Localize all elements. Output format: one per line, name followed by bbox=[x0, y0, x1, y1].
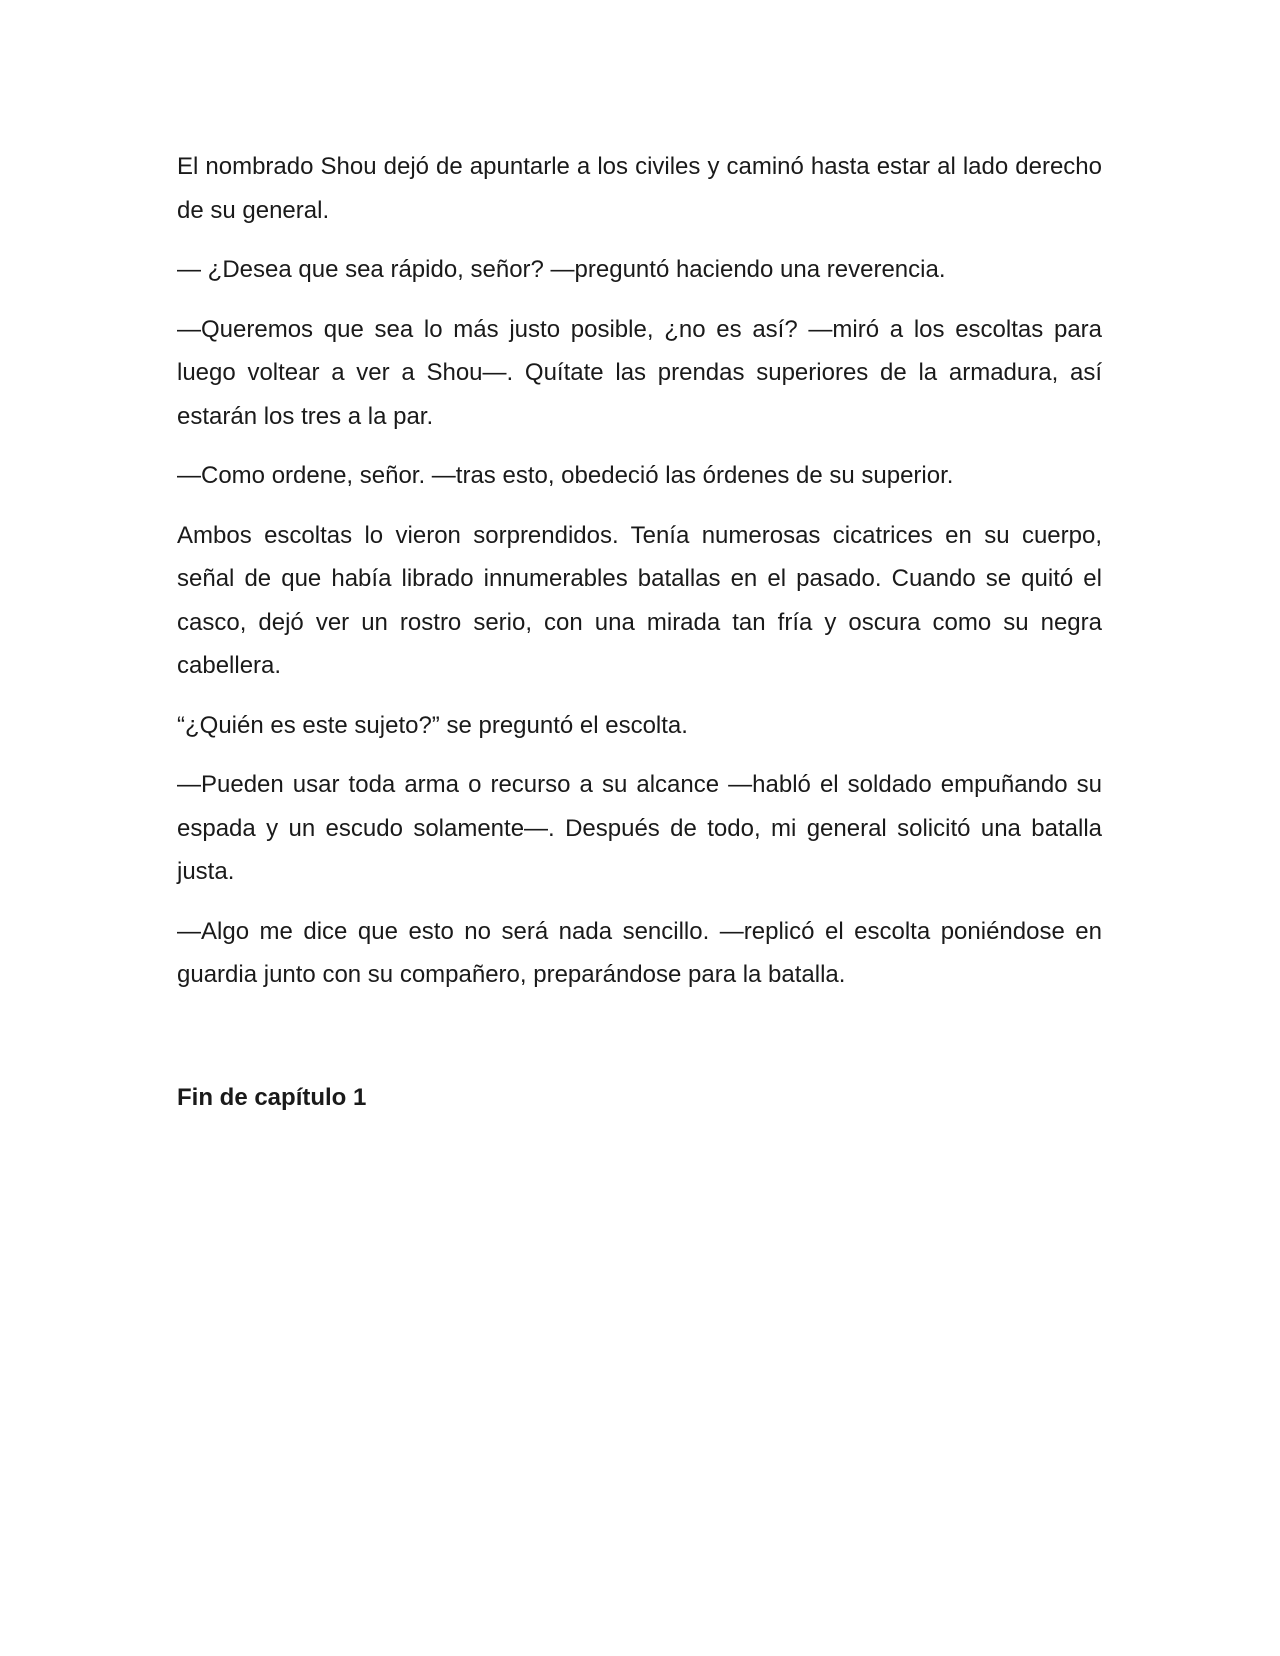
paragraph-5: Ambos escoltas lo vieron sorprendidos. Tenía numerosas cicatrices en su cuerpo, señal de que había librado innumerables batallas en el pasado. Cuando se quitó el casco, dejó ver un rostro serio, con una mirada tan fría y oscura como su negra cabellera. bbox=[177, 521, 1102, 679]
paragraph-4: —Como ordene, señor. —tras esto, obedeció las órdenes de su superior. bbox=[177, 462, 954, 489]
paragraph-2: — ¿Desea que sea rápido, señor? —preguntó haciendo una reverencia. bbox=[177, 256, 946, 283]
paragraph-3: —Queremos que sea lo más justo posible, ¿no es así? —miró a los escoltas para luego voltear a ver a Shou—. Quítate las prendas superiores de la armadura, así estarán los tres a la par. bbox=[177, 315, 1102, 430]
paragraph-7: —Pueden usar toda arma o recurso a su alcance —habló el soldado empuñando su espada y un escudo solamente—. Después de todo, mi general solicitó una batalla justa. bbox=[177, 771, 1102, 885]
paragraph-6: “¿Quién es este sujeto?” se preguntó el escolta. bbox=[177, 711, 688, 739]
paragraph-8: —Algo me dice que esto no será nada sencillo. —replicó el escolta poniéndose en guardia junto con su compañero, preparándose para la batalla. bbox=[177, 917, 1102, 988]
document-page bbox=[177, 145, 1102, 1119]
paragraph-1: El nombrado Shou dejó de apuntarle a los civiles y caminó hasta estar al lado derecho de su general. bbox=[177, 153, 1102, 224]
chapter-end-heading: Fin de capítulo 1 bbox=[177, 1083, 367, 1111]
